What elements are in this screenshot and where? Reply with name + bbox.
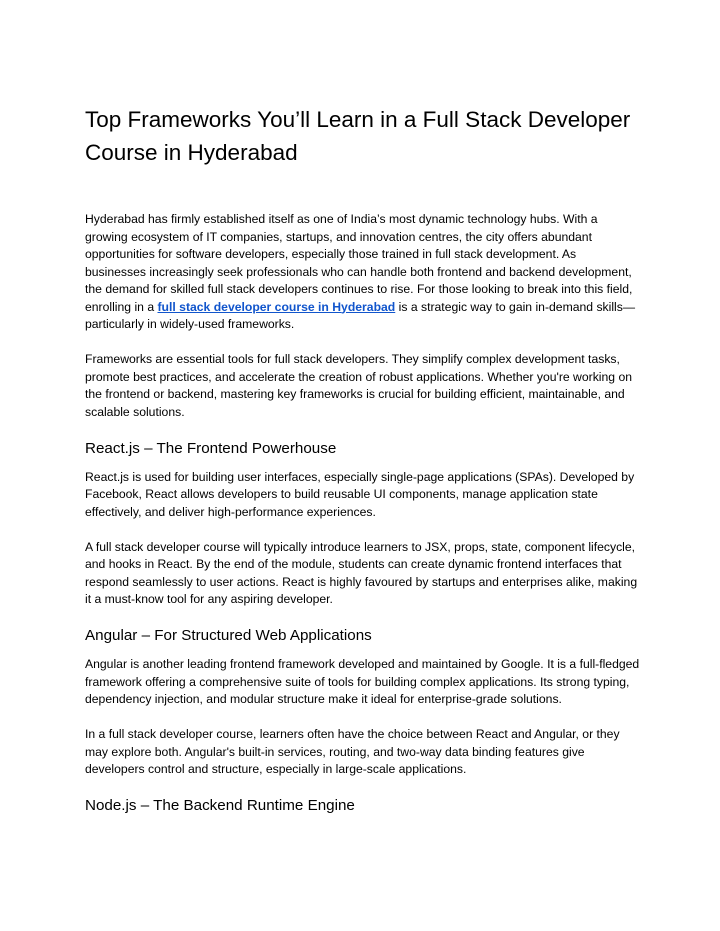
angular-heading: Angular – For Structured Web Applications: [85, 627, 372, 644]
intro-text-after-link: is a strategic way to gain in-demand skills—particularly in widely-used frameworks.: [85, 299, 636, 331]
document-title: Top Frameworks You’ll Learn in a Full Stack Developer Course in Hyderabad: [85, 107, 631, 165]
intro-paragraph: [85, 211, 640, 334]
node-heading: Node.js – The Backend Runtime Engine: [85, 797, 355, 814]
intro-text-before-link: Hyderabad has firmly established itself as one of India’s most dynamic technology hubs. With a growing ecosystem of IT companies, startups, and innovation centres, the city offers abundant opportunities for software developers, especially those trained in full stack development. As businesses increasingly seek professionals who can handle both frontend and backend development, the demand for skilled full stack developers continues to rise. For those looking to break into this field, enrolling in a: [85, 212, 633, 314]
react-heading: React.js – The Frontend Powerhouse: [85, 439, 337, 457]
react-paragraph-2: A full stack developer course will typically introduce learners to JSX, props, state, component lifecycle, and hooks in React. By the end of the module, students can create dynamic frontend interfaces that respond seamlessly to user actions. React is highly favoured by startups and enterprises alike, making it a must-know tool for any aspiring developer.: [85, 539, 638, 606]
angular-paragraph-1: Angular is another leading frontend framework developed and maintained by Google. It is a full-fledged framework offering a comprehensive suite of tools for building complex applications. Its strong typing, dependency injection, and modular structure make it ideal for enterprise-grade solutions.: [85, 657, 640, 706]
angular-paragraph-2: In a full stack developer course, learners often have the choice between React and Angular, or they may explore both. Angular's built-in services, routing, and two-way data binding features give developers control and structure, especially in large-scale applications.: [85, 727, 620, 776]
react-paragraph-1: React.js is used for building user interfaces, especially single-page applications (SPAs). Developed by Facebook, React allows developers to build reusable UI components, manage application state effectively, and deliver high-performance experiences.: [85, 469, 635, 519]
document-page: [85, 103, 640, 826]
frameworks-paragraph: Frameworks are essential tools for full stack developers. They simplify complex development tasks, promote best practices, and accelerate the creation of robust applications. Whether you're working on the frontend or backend, mastering key frameworks is crucial for building efficient, maintainable, and scalable solutions.: [85, 352, 632, 419]
course-link[interactable]: full stack developer course in Hyderabad: [157, 299, 396, 314]
